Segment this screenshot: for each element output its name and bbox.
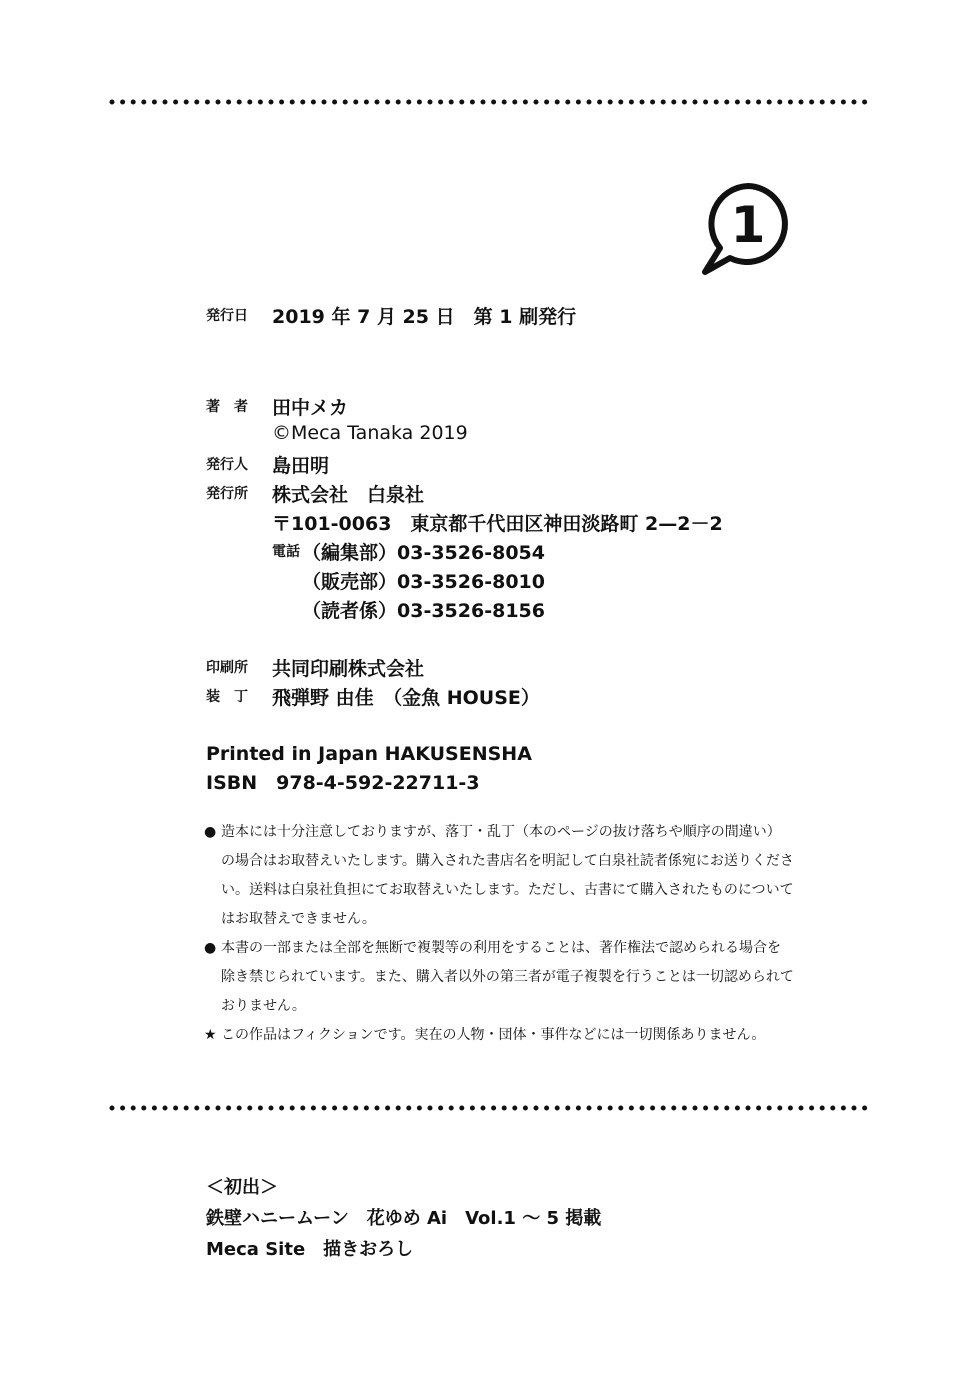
note-text: この作品はフィクションです。実在の人物・団体・事件などには一切関係ありません。 <box>221 1027 766 1043</box>
publisher-label: 発行所 <box>206 486 248 502</box>
notes-list <box>204 818 794 1050</box>
note-item <box>204 1021 794 1050</box>
note-item <box>204 818 794 934</box>
phone-readers: （読者係）03-3526-8156 <box>302 600 545 622</box>
author-name: 田中メカ <box>272 397 349 419</box>
publisher-address: 〒101‐0063 東京都千代田区神田淡路町 2—2－2 <box>272 513 723 535</box>
first-publication <box>206 1172 601 1265</box>
volume-number: 1 <box>730 196 766 254</box>
publisher-person-label: 発行人 <box>206 457 248 473</box>
publisher-company: 株式会社 白泉社 <box>272 484 425 506</box>
isbn-line: ISBN 978-4-592-22711-3 <box>206 772 480 794</box>
design-name: 飛弾野 由佳 （金魚 HOUSE） <box>272 687 540 709</box>
design-label: 装 丁 <box>206 689 248 705</box>
top-dotted-divider <box>108 98 878 106</box>
printed-in-line: Printed in Japan HAKUSENSHA <box>206 743 532 765</box>
phone-editorial: （編集部）03-3526-8054 <box>302 542 545 564</box>
note-text: 造本には十分注意しておりますが、落丁・乱丁（本のページの抜け落ちや順序の間違い）の場合はお取替えいたします。購入された書店名を明記して白泉社読者係宛にお送りください。送料は白泉社負担にてお取替えいたします。ただし、古書にて購入されたものについてはお取替えできません。 <box>221 824 794 927</box>
bottom-dotted-divider <box>108 1104 878 1112</box>
volume-speech-bubble-icon <box>700 180 796 278</box>
copyright-line: ©Meca Tanaka 2019 <box>272 422 468 444</box>
note-item <box>204 934 794 1021</box>
note-bullet: ● <box>204 940 217 956</box>
phone-label: 電話 <box>272 544 300 560</box>
phone-sales: （販売部）03-3526-8010 <box>302 571 545 593</box>
note-text: 本書の一部または全部を無断で複製等の利用をすることは、著作権法で認められる場合を除き禁じられています。また、購入者以外の第三者が電子複製を行うことは一切認められておりません。 <box>221 940 794 1014</box>
issue-date-value: 2019 年 7 月 25 日 第 1 刷発行 <box>272 306 577 328</box>
first-publication-line: Meca Site 描きおろし <box>206 1239 414 1260</box>
printer-name: 共同印刷株式会社 <box>272 658 425 680</box>
first-publication-line: 鉄壁ハニームーン 花ゆめ Ai Vol.1 ～ 5 掲載 <box>206 1208 602 1229</box>
note-bullet: ● <box>204 824 217 840</box>
author-label: 著 者 <box>206 399 248 415</box>
publisher-person-name: 島田明 <box>272 455 330 477</box>
issue-date-label: 発行日 <box>206 308 248 324</box>
note-bullet: ★ <box>204 1027 217 1043</box>
printer-label: 印刷所 <box>206 660 248 676</box>
first-publication-heading: ＜初出＞ <box>206 1177 278 1198</box>
